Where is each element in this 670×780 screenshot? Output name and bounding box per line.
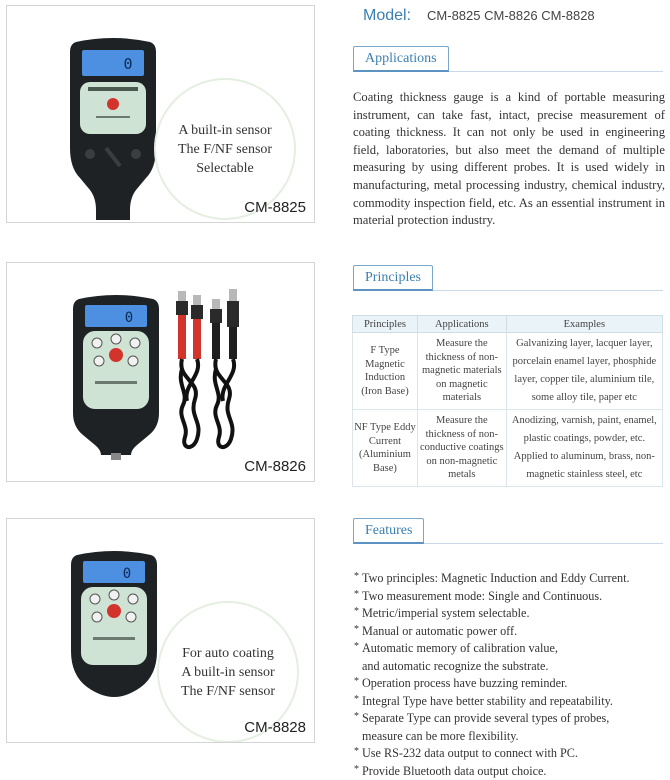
column-header: Examples	[506, 316, 662, 333]
svg-text:0: 0	[123, 55, 133, 73]
table-row	[353, 333, 663, 410]
list-item: * Use RS-232 data output to connect with PC.	[354, 745, 670, 763]
bullet-icon: *	[354, 693, 359, 705]
product-panel-cm8828	[6, 518, 315, 743]
applications-header	[353, 46, 663, 72]
bullet-icon: *	[354, 588, 359, 600]
bubble-line: The F/NF sensor	[180, 683, 276, 699]
principles-header	[353, 265, 663, 291]
list-item: * Integral Type have better stability and repeatability.	[354, 693, 670, 711]
model-numbers: CM-8825 CM-8826 CM-8828	[427, 8, 595, 23]
product-panel-cm8825	[6, 5, 315, 223]
bubble-line: A built-in sensor	[178, 122, 272, 138]
model-caption: CM-8828	[244, 719, 306, 736]
gauge-device-icon	[68, 38, 158, 223]
svg-text:0: 0	[122, 566, 132, 582]
bullet-icon: *	[354, 571, 359, 582]
bubble-line: Selectable	[196, 160, 254, 176]
column-header: Principles	[353, 316, 418, 333]
gauge-device-icon	[69, 551, 159, 701]
probe-cable-icon	[207, 289, 243, 469]
application-cell: Measure the thickness of non-magnetic materials on magnetic materials	[417, 333, 506, 410]
gauge-device-icon	[71, 295, 161, 460]
section-title: Features	[353, 518, 424, 544]
section-title: Principles	[353, 265, 433, 291]
list-item: * Two measurement mode: Single and Continuous.	[354, 588, 670, 606]
bullet-icon: *	[354, 623, 359, 635]
application-cell: Measure the thickness of non-conductive coatings on non-magnetic metals	[417, 410, 506, 487]
svg-text:0: 0	[124, 310, 134, 326]
list-item: * Separate Type can provide several types of probes, measure can be more flexibility.	[354, 710, 670, 745]
model-label: Model:	[363, 7, 412, 24]
list-item: * Two principles: Magnetic Induction and Eddy Current.	[354, 570, 670, 588]
bullet-icon: *	[354, 641, 359, 652]
section-title: Applications	[353, 46, 449, 72]
bullet-icon: *	[354, 606, 359, 617]
features-list	[354, 570, 670, 780]
bullet-icon: *	[354, 676, 359, 687]
bubble-line: The F/NF sensor	[177, 141, 273, 157]
list-item: * Metric/imperial system selectable.	[354, 605, 670, 623]
bullet-icon: *	[354, 763, 359, 775]
table-row	[353, 410, 663, 487]
principle-cell: NF Type Eddy Current (Aluminium Base)	[353, 410, 418, 487]
features-header	[353, 518, 663, 544]
model-caption: CM-8825	[244, 199, 306, 216]
list-item: * Provide Bluetooth data output choice.	[354, 763, 670, 780]
probe-cable-icon	[173, 289, 209, 469]
list-item: * Operation process have buzzing reminder.	[354, 675, 670, 693]
bullet-icon: *	[354, 746, 359, 757]
list-item: * Automatic memory of calibration value, and automatic recognize the substrate.	[354, 640, 670, 675]
model-line	[363, 7, 595, 25]
principle-cell: F Type Magnetic Induction (Iron Base)	[353, 333, 418, 410]
examples-cell: Anodizing, varnish, paint, enamel, plastic coatings, powder, etc. Applied to aluminum, brass, non-magnetic stainless steel, etc	[506, 410, 662, 487]
column-header: Applications	[417, 316, 506, 333]
bubble-line: For auto coating	[182, 645, 274, 661]
model-caption: CM-8826	[244, 458, 306, 475]
bullet-icon: *	[354, 711, 359, 722]
product-panel-cm8826	[6, 262, 315, 482]
principles-table	[352, 315, 663, 487]
applications-text: Coating thickness gauge is a kind of portable measuring instrument, can take fast, intact, precise measurement of coating thickness. It can not only be used in engineering field, laboratories, but also meet the demand of multiple measuring by using different probes. It is used widely in manufacturing, metal processing industry, chemical industry, commodity inspection field, etc. As an essential instrument in material protection industry.	[353, 90, 665, 228]
examples-cell: Galvanizing layer, lacquer layer, porcelain enamel layer, phosphide layer, copper tile, aluminium tile, some alloy tile, paper etc	[506, 333, 662, 410]
list-item: * Manual or automatic power off.	[354, 623, 670, 641]
bubble-line: A built-in sensor	[181, 664, 275, 680]
